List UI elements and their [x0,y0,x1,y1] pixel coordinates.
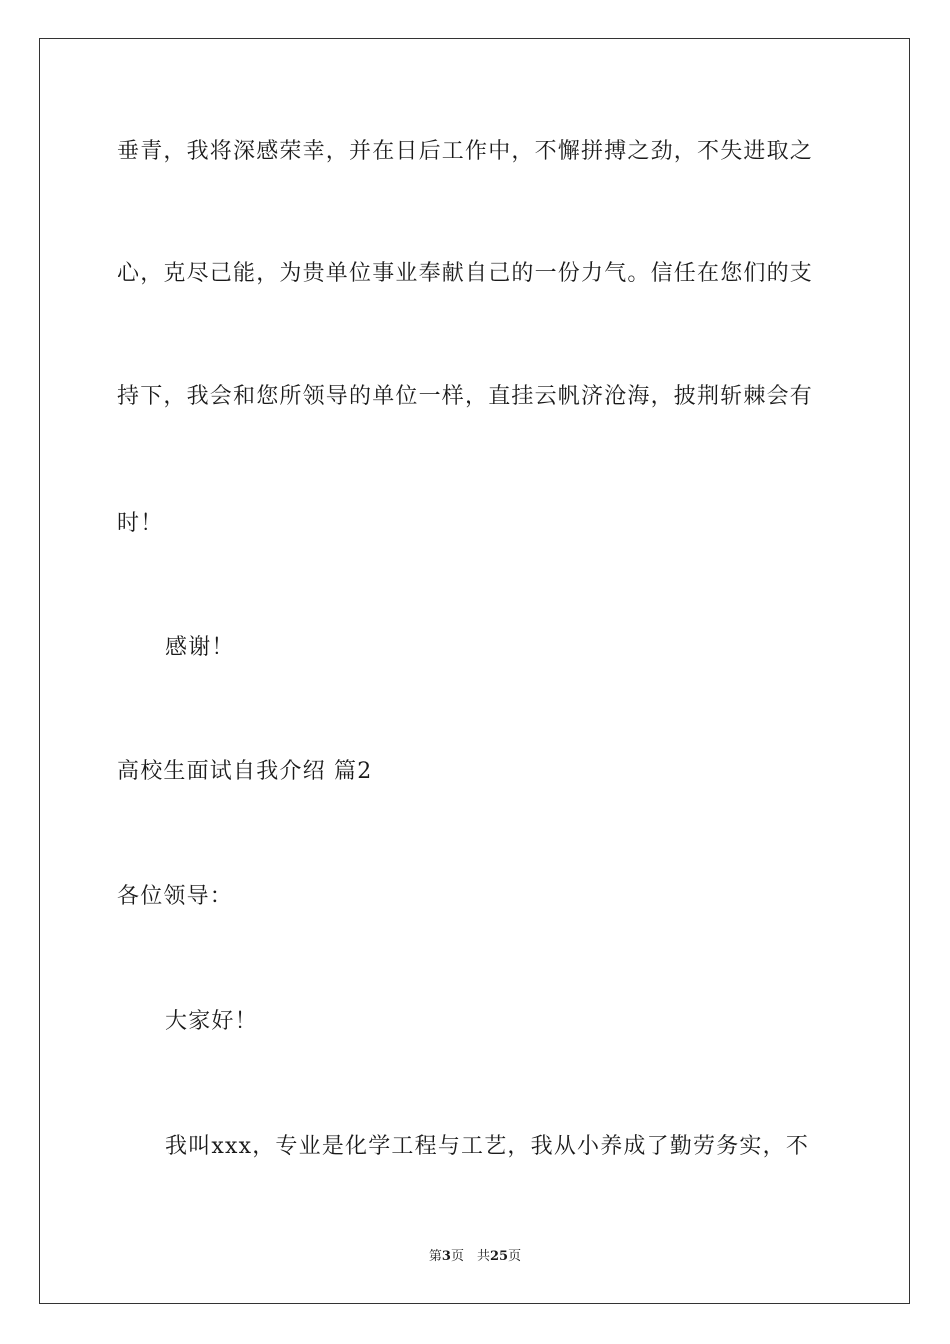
paragraph-line-2: 心，克尽己能，为贵单位事业奉献自己的一份力气。信任在您们的支 [117,261,814,286]
intro-line: 我叫xxx，专业是化学工程与工艺，我从小养成了勤劳务实，不 [165,1134,810,1159]
section-title: 高校生面试自我介绍 篇2 [117,759,373,784]
page-total: 25 [489,1249,509,1264]
page-mid: 页 共 [450,1249,490,1264]
paragraph-line-1: 垂青，我将深感荣幸，并在日后工作中，不懈拼搏之劲，不失进取之 [117,139,814,164]
salutation: 各位领导： [117,884,234,909]
thanks-text: 感谢！ [165,635,235,660]
greeting: 大家好！ [165,1009,258,1034]
page-number [0,1248,950,1266]
page-prefix: 第 [428,1249,442,1264]
paragraph-line-3: 持下，我会和您所领导的单位一样，直挂云帆济沧海，披荆斩棘会有 [117,384,814,409]
page-frame [39,38,910,1304]
paragraph-line-4: 时！ [117,511,164,536]
page-suffix: 页 [508,1249,522,1264]
page-current: 3 [441,1249,451,1264]
